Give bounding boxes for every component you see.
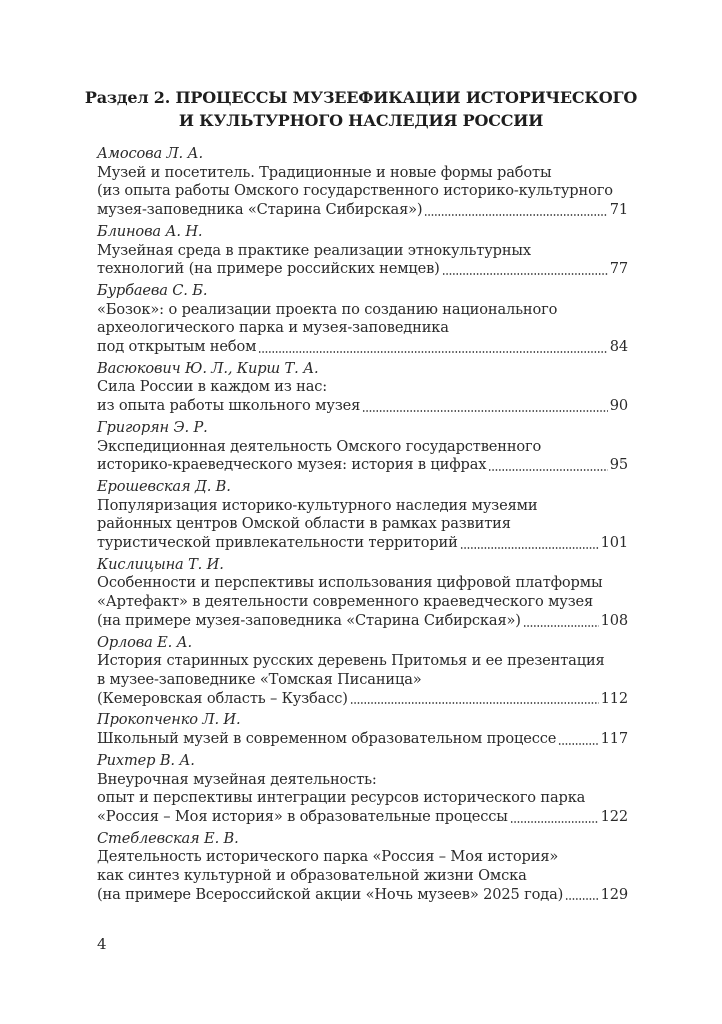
leader-dots (442, 273, 608, 275)
entry-author: Кислицына Т. И. (97, 555, 224, 573)
entry-title-line (97, 886, 628, 905)
entry-title-text: музея-заповедника «Старина Сибирская») (97, 201, 423, 219)
entry-title-text: (на примере Всероссийской акции «Ночь музеев» 2025 года) (97, 885, 564, 903)
entry-author: Амосова Л. А. (97, 145, 203, 162)
entry-title-line: Внеурочная музейная деятельность: (97, 770, 377, 788)
entry-title-line: «Артефакт» в деятельности современного краеведческого музея (97, 593, 594, 611)
toc-entry[interactable] (97, 145, 628, 220)
entry-page-number: 129 (600, 885, 628, 903)
entry-author: Орлова Е. А. (97, 633, 193, 651)
toc-entry[interactable] (97, 282, 628, 357)
entry-title-line (97, 730, 628, 749)
toc-entry[interactable] (97, 360, 628, 416)
entry-page-number: 101 (600, 534, 628, 552)
entry-title-line: Особенности и перспективы использования цифровой платформы (97, 574, 603, 592)
entry-page-number: 71 (609, 201, 628, 219)
entry-title-text: (на примере музея-заповедника «Старина Сибирская») (97, 611, 521, 629)
entry-title-line (97, 690, 628, 709)
entry-title-line (97, 534, 628, 553)
leader-dots (565, 898, 598, 900)
entry-title-text: историко-краеведческого музея: история в цифрах (97, 456, 487, 474)
section-title-line: Раздел 2. ПРОЦЕССЫ МУЗЕЕФИКАЦИИ ИСТОРИЧЕСКОГО (84, 88, 638, 107)
entry-title-line: Деятельность исторического парка «Россия – Моя история» (97, 848, 559, 866)
section-title (60, 86, 662, 132)
entry-page-number: 112 (600, 689, 628, 707)
entry-title-line: археологического парка и музея-заповедника (97, 319, 449, 337)
section-title-line: И КУЛЬТУРНОГО НАСЛЕДИЯ РОССИИ (178, 111, 544, 130)
leader-dots (558, 743, 598, 745)
leader-dots (523, 625, 599, 627)
entry-title-line: «Бозок»: о реализации проекта по созданию национального (97, 300, 558, 318)
entry-title-line: как синтез культурной и образовательной жизни Омска (97, 867, 527, 885)
entry-title-line: в музее-заповеднике «Томская Писаница» (97, 670, 422, 688)
entry-title-text: Школьный музей в современном образовательном процессе (97, 730, 557, 748)
leader-dots (510, 821, 599, 823)
entry-author: Рихтер В. А. (97, 751, 195, 769)
entry-title-line (97, 338, 628, 357)
toc-entry[interactable] (97, 711, 628, 748)
page-number: 4 (97, 935, 107, 953)
entry-title-line: Сила России в каждом из нас: (97, 378, 328, 396)
entry-author: Бурбаева С. Б. (97, 281, 208, 299)
toc-entry[interactable] (97, 478, 628, 553)
leader-dots (350, 702, 599, 704)
entry-title-line: История старинных русских деревень Притомья и ее презентация (97, 652, 605, 670)
entry-page-number: 117 (600, 730, 628, 748)
entry-page-number: 95 (609, 456, 628, 474)
toc-entry[interactable] (97, 752, 628, 827)
entry-page-number: 90 (609, 397, 628, 415)
entry-title-line (97, 201, 628, 220)
entry-author: Прокопченко Л. И. (97, 711, 241, 729)
leader-dots (258, 351, 607, 353)
entry-title-line (97, 612, 628, 631)
entry-title-text: из опыта работы школьного музея (97, 397, 361, 415)
toc-entry[interactable] (97, 634, 628, 709)
entry-author: Григорян Э. Р. (97, 418, 208, 436)
leader-dots (488, 469, 607, 471)
entry-title-line (97, 808, 628, 827)
entry-title-text: технологий (на примере российских немцев) (97, 260, 440, 278)
toc-entry[interactable] (97, 223, 628, 279)
entry-page-number: 122 (600, 807, 628, 825)
entry-title-line: Музейная среда в практике реализации этнокультурных (97, 241, 531, 259)
entry-title-line: Музей и посетитель. Традиционные и новые формы работы (97, 163, 552, 181)
entry-author: Блинова А. Н. (97, 222, 203, 240)
table-of-contents (97, 145, 628, 907)
entry-title-text: «Россия – Моя история» в образовательные процессы (97, 807, 508, 825)
entry-author: Ерошевская Д. В. (97, 477, 231, 495)
toc-entry[interactable] (97, 830, 628, 905)
entry-title-line: опыт и перспективы интеграции ресурсов исторического парка (97, 789, 586, 807)
entry-title-line: Популяризация историко-культурного наследия музеями (97, 496, 538, 514)
entry-author: Стеблевская Е. В. (97, 829, 239, 847)
entry-page-number: 77 (609, 260, 628, 278)
entry-title-line (97, 397, 628, 416)
entry-title-line (97, 456, 628, 475)
entry-page-number: 84 (609, 338, 628, 356)
entry-title-line: районных центров Омской области в рамках развития (97, 515, 511, 533)
entry-title-text: туристической привлекательности территорий (97, 534, 458, 552)
toc-entry[interactable] (97, 556, 628, 631)
entry-author: Васюкович Ю. Л., Кирш Т. А. (97, 359, 319, 377)
leader-dots (362, 410, 608, 412)
entry-page-number: 108 (600, 611, 628, 629)
entry-title-text: под открытым небом (97, 338, 257, 356)
leader-dots (424, 214, 607, 216)
entry-title-text: (Кемеровская область – Кузбасс) (97, 689, 348, 707)
entry-title-line: Экспедиционная деятельность Омского государственного (97, 437, 542, 455)
entry-title-line (97, 260, 628, 279)
toc-entry[interactable] (97, 419, 628, 475)
entry-title-line: (из опыта работы Омского государственного историко-культурного (97, 182, 613, 200)
leader-dots (460, 547, 599, 549)
